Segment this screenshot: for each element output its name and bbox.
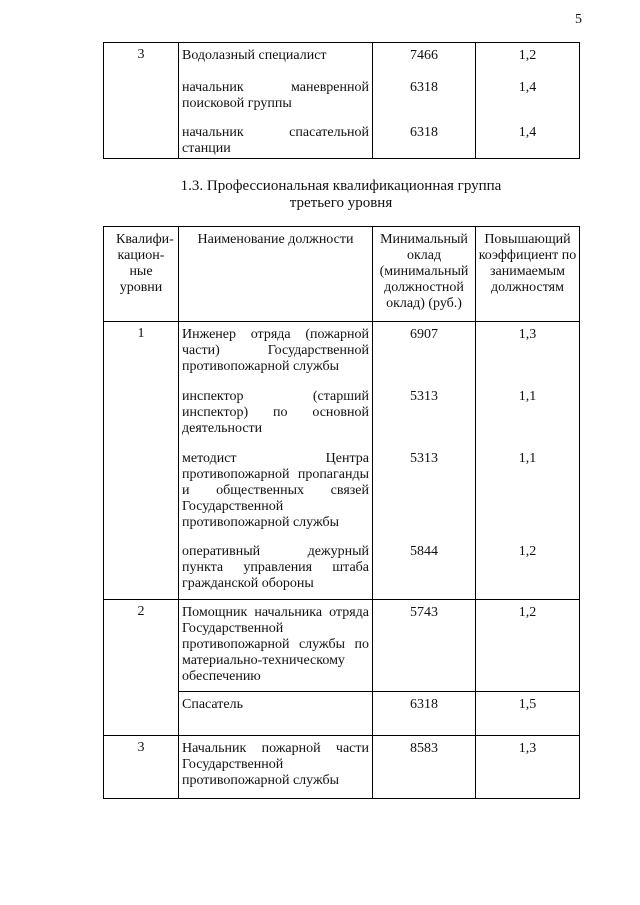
- section-title-line2: третьего уровня: [289, 195, 393, 211]
- name-cell: [179, 736, 373, 799]
- salary-value: 6318: [410, 80, 438, 95]
- salary-cell: 6318: [373, 692, 476, 736]
- position-name: Инженер отряда (пожарной части) Государственной противопожарной службы: [182, 327, 369, 374]
- position-name: инспектор (старший инспектор) по основной деятельности: [182, 389, 369, 436]
- coef-cell: 1,5: [476, 692, 580, 736]
- salary-cell: [373, 43, 476, 159]
- position-name: Водолазный специалист: [182, 48, 327, 63]
- table-row: [104, 736, 580, 799]
- salary-cell: [373, 322, 476, 600]
- coef-cell: [476, 322, 580, 600]
- table-row: [104, 322, 580, 600]
- name-cell: [179, 600, 373, 692]
- header-salary: Минимальный оклад (минимальный должностной оклад) (руб.): [373, 227, 476, 322]
- position-name: Спасатель: [182, 697, 243, 712]
- coef-cell: [476, 43, 580, 159]
- header-coef: Повышающий коэффициент по занимаемым должностям: [476, 227, 580, 322]
- table-row: [104, 43, 580, 159]
- main-table: [103, 226, 580, 799]
- coef-value: 1,2: [518, 544, 537, 559]
- position-name: Помощник начальника отряда Государственной противопожарной службы по материально-техническому обеспечению: [182, 605, 369, 684]
- position-name: начальник спасательной станции: [182, 125, 369, 156]
- level-cell: 3: [104, 736, 179, 799]
- salary-cell: 8583: [373, 736, 476, 799]
- salary-value: 5313: [410, 451, 438, 466]
- page-number: 5: [575, 12, 582, 27]
- salary-value: 5313: [410, 389, 438, 404]
- top-table: [103, 42, 580, 159]
- position-name: начальник маневренной поисковой группы: [182, 80, 369, 111]
- coef-cell: 1,3: [476, 736, 580, 799]
- coef-value: 1,3: [518, 327, 537, 342]
- header-row: [104, 227, 580, 322]
- section-title-line1: 1.3. Профессиональная квалификационная группа: [180, 178, 502, 194]
- coef-value: 1,4: [518, 125, 537, 140]
- table-row: [104, 600, 580, 692]
- salary-value: 5844: [410, 544, 438, 559]
- level-cell: 3: [104, 43, 179, 159]
- position-name: Начальник пожарной части Государственной противопожарной службы: [182, 741, 369, 788]
- salary-value: 7466: [410, 48, 438, 63]
- level-cell: 1: [104, 322, 179, 600]
- salary-value: 6907: [410, 327, 438, 342]
- coef-value: 1,1: [518, 389, 537, 404]
- position-name: оперативный дежурный пункта управления штаба гражданской обороны: [182, 544, 369, 591]
- position-name: методист Центра противопожарной пропаганды и общественных связей Государственной противопожарной службы: [182, 451, 369, 530]
- coef-cell: 1,2: [476, 600, 580, 692]
- name-cell: [179, 43, 373, 159]
- salary-cell: 5743: [373, 600, 476, 692]
- salary-value: 6318: [410, 125, 438, 140]
- header-level: Квалифи-кацион-ные уровни: [104, 227, 179, 322]
- header-name: Наименование должности: [179, 227, 373, 322]
- section-title: [103, 178, 579, 212]
- coef-value: 1,1: [518, 451, 537, 466]
- name-cell: [179, 322, 373, 600]
- coef-value: 1,4: [518, 80, 537, 95]
- coef-value: 1,2: [518, 48, 537, 63]
- level-cell: 2: [104, 600, 179, 736]
- name-cell: [179, 692, 373, 736]
